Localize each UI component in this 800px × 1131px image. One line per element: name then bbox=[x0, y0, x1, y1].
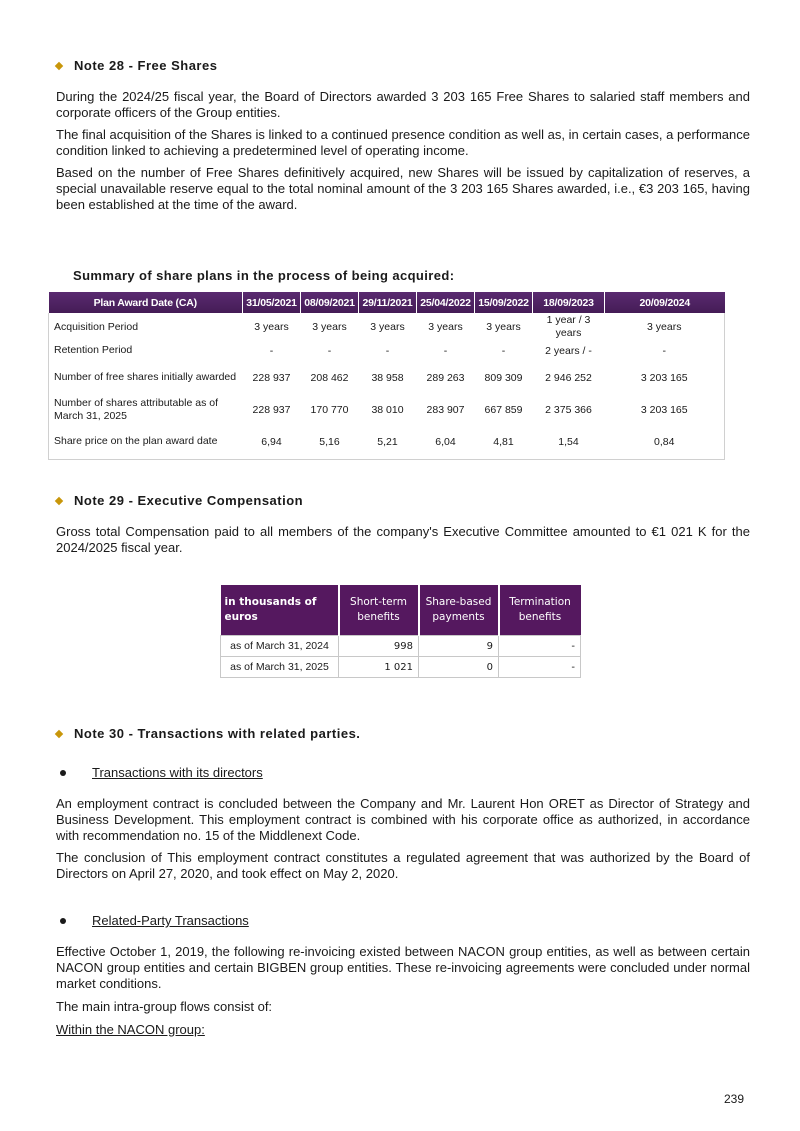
table-cell: 2 946 252 bbox=[545, 371, 592, 384]
table-cell: 809 309 bbox=[484, 371, 523, 384]
share-plans-header-row bbox=[49, 292, 725, 313]
table-cell: 2 375 366 bbox=[545, 404, 592, 416]
bullet-transactions-directors bbox=[60, 765, 263, 780]
note-28-paragraph-1: During the 2024/25 fiscal year, the Board of Directors awarded 3 203 165 Free Shares to salaried staff members and corporate officers of the Group entities. bbox=[56, 89, 750, 120]
table-cell: - bbox=[501, 344, 506, 357]
table-cell: - bbox=[499, 636, 581, 657]
header-cell: Termination benefits bbox=[499, 585, 581, 636]
header-cell: in thousands of euros bbox=[221, 585, 339, 636]
header-cell: 08/09/2021 bbox=[301, 292, 359, 313]
header-cell: 25/04/2022 bbox=[417, 292, 475, 313]
table-cell: 3 years bbox=[605, 313, 725, 341]
note-29-heading bbox=[56, 493, 303, 508]
table-cell: 0 bbox=[419, 657, 499, 678]
share-plans-table-title: Summary of share plans in the process of being acquired: bbox=[73, 268, 455, 283]
table-cell: 9 bbox=[419, 636, 499, 657]
table-cell: 3 years bbox=[486, 321, 521, 333]
table-cell: 998 bbox=[339, 636, 419, 657]
note-29-title: Note 29 - Executive Compensation bbox=[74, 493, 304, 508]
row-label: Retention Period bbox=[49, 341, 243, 360]
table-cell: 6,04 bbox=[417, 425, 475, 459]
table-cell: 38 010 bbox=[371, 404, 404, 416]
table-cell: 170 770 bbox=[310, 404, 349, 416]
table-cell: 0,84 bbox=[605, 425, 725, 459]
table-cell: - bbox=[499, 657, 581, 678]
note-30-title: Note 30 - Transactions with related parties. bbox=[74, 726, 361, 741]
table-row bbox=[49, 425, 725, 459]
header-cell: 31/05/2021 bbox=[243, 292, 301, 313]
table-cell: 1 year / 3 years bbox=[546, 314, 591, 339]
table-cell: 6,94 bbox=[243, 425, 301, 459]
bullet-related-party bbox=[60, 913, 249, 928]
table-cell: - bbox=[443, 344, 448, 357]
table-cell: 5,16 bbox=[301, 425, 359, 459]
diamond-bullet-icon bbox=[55, 496, 63, 504]
table-row bbox=[49, 395, 725, 425]
note-30-paragraph-2: The conclusion of This employment contract constitutes a regulated agreement that was authorized by the Board of Directors on April 27, 2020, and took effect on May 2, 2020. bbox=[56, 850, 750, 881]
header-cell: Plan Award Date (CA) bbox=[49, 292, 243, 313]
table-cell: 3 years bbox=[312, 321, 347, 333]
diamond-bullet-icon bbox=[55, 61, 63, 69]
note-28-heading bbox=[56, 58, 217, 73]
table-row bbox=[49, 341, 725, 360]
table-cell: - bbox=[269, 344, 274, 357]
bullet-dot-icon bbox=[60, 770, 66, 776]
note-30-paragraph-4: The main intra-group flows consist of: bbox=[56, 999, 273, 1014]
table-cell: 283 907 bbox=[426, 404, 465, 416]
table-cell: 3 years bbox=[370, 321, 405, 333]
share-plans-table bbox=[48, 292, 725, 460]
table-row bbox=[221, 636, 581, 657]
header-cell: 20/09/2024 bbox=[605, 292, 725, 313]
header-cell: 18/09/2023 bbox=[533, 292, 605, 313]
header-cell: 29/11/2021 bbox=[359, 292, 417, 313]
table-cell: 3 years bbox=[254, 321, 289, 333]
bullet-label: Transactions with its directors bbox=[92, 765, 263, 780]
header-cell: Share-based payments bbox=[419, 585, 499, 636]
table-cell: 228 937 bbox=[252, 404, 291, 416]
table-cell: 228 937 bbox=[252, 371, 291, 384]
table-cell: 3 years bbox=[428, 321, 463, 333]
row-label: Number of free shares initially awarded bbox=[49, 360, 243, 395]
note-30-paragraph-1: An employment contract is concluded between the Company and Mr. Laurent Hon ORET as Director of Strategy and Business Development. This employment contract is combined with his corporate office as authorized, in accordance with recommendation no. 15 of the Middlenext Code. bbox=[56, 796, 750, 843]
diamond-bullet-icon bbox=[55, 729, 63, 737]
page-number: 239 bbox=[724, 1092, 745, 1106]
bullet-label: Related-Party Transactions bbox=[92, 913, 249, 928]
row-label: Share price on the plan award date bbox=[49, 425, 243, 459]
table-cell: 2 years / - bbox=[545, 344, 592, 357]
header-cell: Short-term benefits bbox=[339, 585, 419, 636]
table-cell: 38 958 bbox=[371, 371, 404, 384]
table-cell: 4,81 bbox=[475, 425, 533, 459]
row-label: Number of shares attributable as of March 31, 2025 bbox=[49, 395, 243, 425]
note-28-title: Note 28 - Free Shares bbox=[74, 58, 218, 73]
note-30-paragraph-3: Effective October 1, 2019, the following re-invoicing existed between NACON group entities, as well as between certain NACON group entities and certain BIGBEN group entities. These re-invoicing agreements were concluded under normal market conditions. bbox=[56, 944, 750, 991]
row-label: as of March 31, 2025 bbox=[221, 657, 339, 678]
table-cell: 208 462 bbox=[310, 371, 349, 384]
note-29-paragraph: Gross total Compensation paid to all members of the company's Executive Committee amounted to €1 021 K for the 2024/2025 fiscal year. bbox=[56, 524, 750, 555]
table-cell: 3 203 165 bbox=[605, 360, 725, 395]
note-30-heading bbox=[56, 726, 360, 741]
row-label: Acquisition Period bbox=[49, 313, 243, 341]
table-cell: - bbox=[605, 341, 725, 360]
table-cell: 1,54 bbox=[533, 425, 605, 459]
note-28-paragraph-3: Based on the number of Free Shares definitively acquired, new Shares will be issued by capitalization of reserves, a special unavailable reserve equal to the total nominal amount of the 3 203 165 Shares awarded, i.e., €3 203 165, having been established at the time of the award. bbox=[56, 165, 750, 212]
row-label: as of March 31, 2024 bbox=[221, 636, 339, 657]
compensation-header-row bbox=[221, 585, 581, 636]
table-cell: - bbox=[385, 344, 390, 357]
table-cell: 1 021 bbox=[339, 657, 419, 678]
header-cell: 15/09/2022 bbox=[475, 292, 533, 313]
note-28-paragraph-2: The final acquisition of the Shares is linked to a continued presence condition as well as, in certain cases, a performance condition linked to achieving a predetermined level of operating income. bbox=[56, 127, 750, 158]
table-cell: 667 859 bbox=[484, 404, 523, 416]
table-cell: 3 203 165 bbox=[605, 395, 725, 425]
table-row bbox=[221, 657, 581, 678]
executive-compensation-table bbox=[220, 585, 581, 678]
table-cell: 289 263 bbox=[426, 371, 465, 384]
bullet-dot-icon bbox=[60, 918, 66, 924]
table-cell: - bbox=[327, 344, 332, 357]
table-row bbox=[49, 313, 725, 341]
within-nacon-label: Within the NACON group: bbox=[56, 1022, 205, 1037]
table-cell: 5,21 bbox=[359, 425, 417, 459]
table-row bbox=[49, 360, 725, 395]
